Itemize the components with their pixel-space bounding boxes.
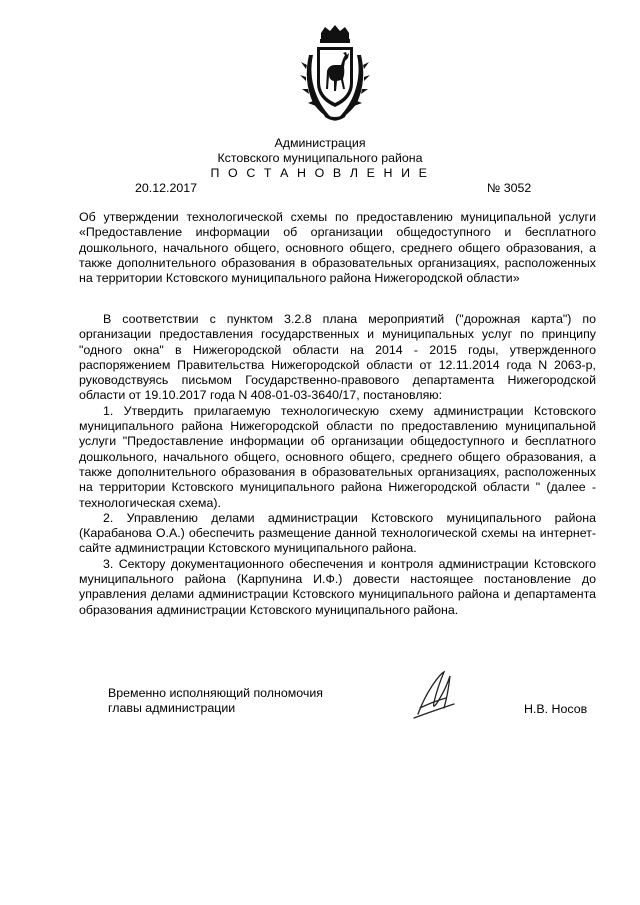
signatory-title <box>108 686 323 716</box>
signatory-title-line1: Временно исполняющий полномочия <box>108 686 323 700</box>
preamble-paragraph: В соответствии с пунктом 3.2.8 плана мероприятий ("дорожная карта") по организации предоставления государственных и муниципальных услуг по принципу "одного окна" в Нижегородской области на 2014 - 2015 годы, утвержденного распоряжением Правительства Нижегородской области от 12.11.2014 года N 2063-р, руководствуясь письмом Государственно-правового департамента Нижегородской области от 19.10.2017 года N 408-01-03-3640/17, постановляю: <box>79 312 596 403</box>
clause-2-paragraph: 2. Управлению делами администрации Кстовского муниципального района (Карабанова О.А.) обеспечить размещение данной технологической схемы на интернет-сайте администрации Кстовского муниципального района. <box>79 510 596 556</box>
clause-1-paragraph: 1. Утвердить прилагаемую технологическую схему администрации Кстовского муниципального района Нижегородской области по предоставлению муниципальной услуги "Предоставление информации об организации общедоступного и бесплатного дошкольного, начального общего, основного общего, среднего общего образования, а также дополнительного образования в образовательных организациях, расположенных на территории Кстовского муниципального района Нижегородской области " (далее - технологическая схема). <box>79 403 596 510</box>
document-number: № 3052 <box>487 181 532 195</box>
document-type-title: П О С Т А Н О В Л Е Н И Е <box>210 166 430 180</box>
document-date: 20.12.2017 <box>135 181 198 195</box>
handwritten-signature <box>410 668 460 720</box>
signatory-title-line2: главы администрации <box>108 701 236 715</box>
document-body <box>79 312 596 618</box>
clause-3-paragraph: 3. Сектору документационного обеспечения и контроля администрации Кстовского муниципального района (Карпунина И.Ф.) довести настоящее постановление до управления делами администрации Кстовского муниципального района и департамента образования администрации Кстовского муниципального района. <box>79 556 596 617</box>
organization-district: Кстовского муниципального района <box>217 151 423 165</box>
signatory-name: Н.В. Носов <box>524 702 588 716</box>
coat-of-arms-emblem <box>299 25 371 125</box>
organization-name: Администрация <box>274 136 366 150</box>
document-subject: Об утверждении технологической схемы по предоставлению муниципальной услуги «Предоставление информации об организации общедоступного и бесплатного дошкольного, начального общего, основного общего, среднего общего образования, а также дополнительного образования в образовательных организациях, расположенных на территории Кстовского муниципального района Нижегородской области» <box>79 210 596 286</box>
